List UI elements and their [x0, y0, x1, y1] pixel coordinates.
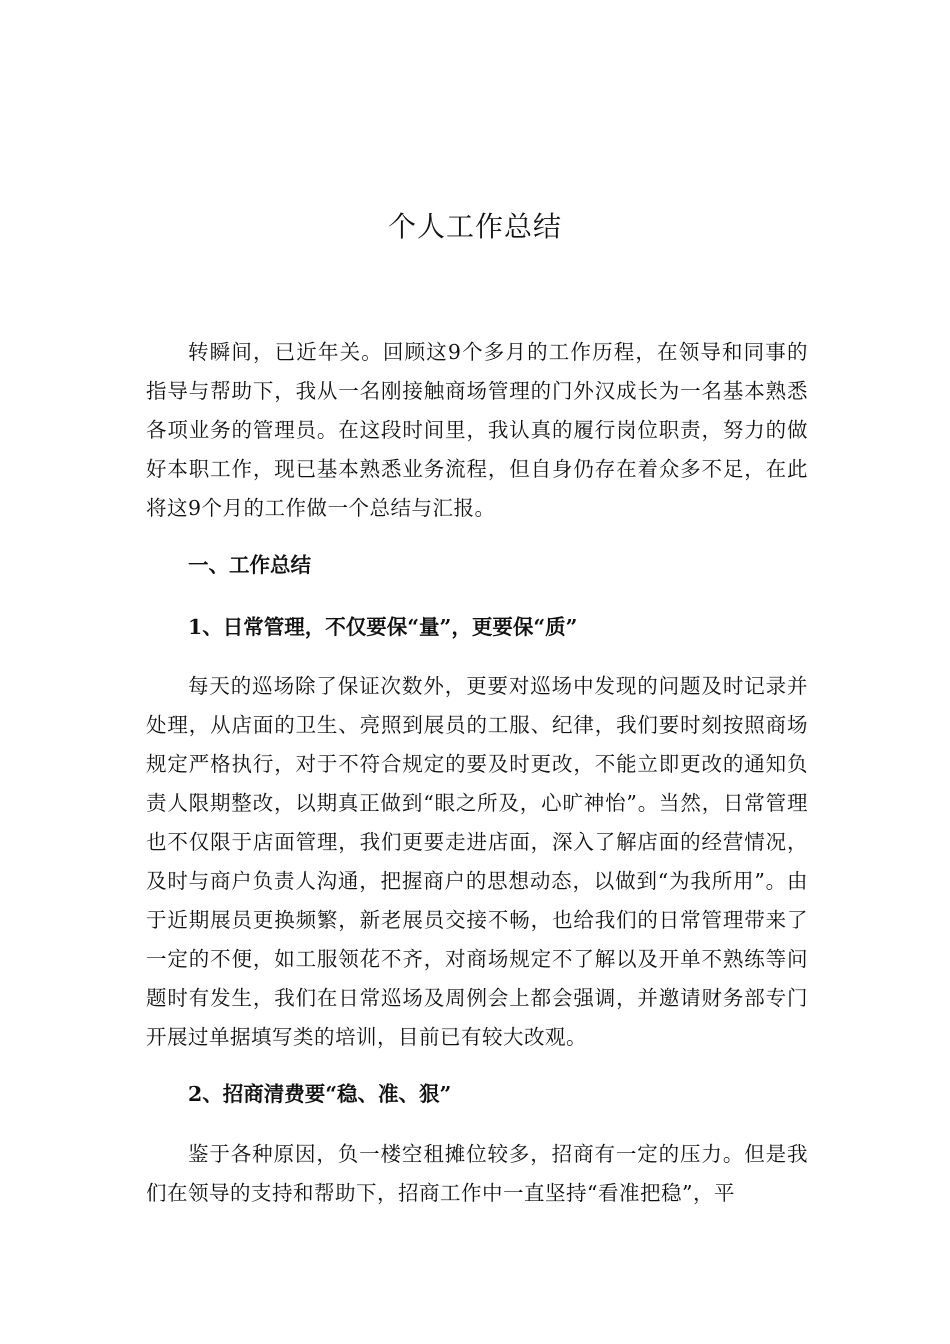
subsection-heading: 1、日常管理，不仅要保“量”，更要保“质” — [188, 615, 578, 639]
subsection2-body — [146, 1135, 808, 1213]
document-title: 个人工作总结 — [387, 210, 562, 243]
subsection2-heading-block — [146, 1075, 808, 1114]
section-heading: 一、工作总结 — [188, 553, 311, 577]
intro-paragraph: 转瞬间，已近年关。回顾这9个多月的工作历程，在领导和同事的指导与帮助下，我从一名刚接触商场管理的门外汉成长为一名基本熟悉各项业务的管理员。在这段时间里，我认真的履行岗位职责，努力的做好本职工作，现已基本熟悉业务流程，但自身仍存在着众多不足，在此将这9个月的工作做一个总结与汇报。 — [146, 340, 808, 520]
subsection1-heading-block — [146, 608, 808, 647]
subsection1-body — [146, 667, 808, 1057]
subsection-heading: 2、招商清费要“稳、准、狠” — [188, 1082, 452, 1106]
subsection-paragraph: 每天的巡场除了保证次数外，更要对巡场中发现的问题及时记录并处理，从店面的卫生、亮照到展员的工服、纪律，我们要时刻按照商场规定严格执行，对于不符合规定的要及时更改，不能立即更改的通知负责人限期整改，以期真正做到“眼之所及，心旷神怡”。当然，日常管理也不仅限于店面管理，我们更要走进店面，深入了解店面的经营情况，及时与商户负责人沟通，把握商户的思想动态，以做到“为我所用”。由于近期展员更换频繁，新老展员交接不畅，也给我们的日常管理带来了一定的不便，如工服领花不齐，对商场规定不了解以及开单不熟练等问题时有发生，我们在日常巡场及周例会上都会强调，并邀请财务部专门开展过单据填写类的培训，目前已有较大改观。 — [146, 674, 808, 1049]
section-heading-block — [146, 546, 808, 585]
subsection-paragraph: 鉴于各种原因，负一楼空租摊位较多，招商有一定的压力。但是我们在领导的支持和帮助下，招商工作中一直坚持“看准把稳”，平 — [146, 1142, 808, 1205]
intro-block — [146, 333, 808, 528]
